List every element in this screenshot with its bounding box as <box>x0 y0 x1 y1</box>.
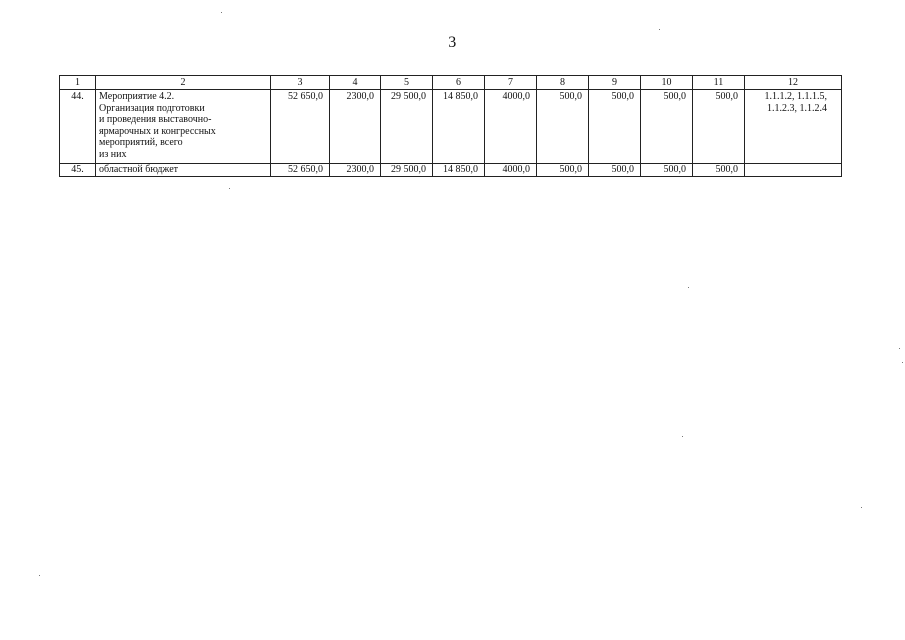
description-line: ярмарочных и конгрессных <box>99 125 216 137</box>
column-header: 1 <box>60 76 96 90</box>
table-header-row <box>60 76 842 90</box>
value-cell: 52 650,0 <box>271 164 330 177</box>
description-line: мероприятий, всего <box>99 137 183 148</box>
column-header: 4 <box>330 76 381 90</box>
value-cell: 52 650,0 <box>271 90 330 164</box>
scan-speck <box>221 12 222 13</box>
column-header: 5 <box>381 76 433 90</box>
description-line: Мероприятие 4.2. <box>99 91 175 102</box>
column-header: 12 <box>745 76 842 90</box>
scan-speck <box>229 188 230 189</box>
scan-speck <box>688 287 689 288</box>
page-number: 3 <box>448 34 457 51</box>
column-header: 7 <box>485 76 537 90</box>
reference-line: 1.1.1.2, 1.1.1.5, <box>764 91 827 102</box>
value-cell: 29 500,0 <box>381 90 433 164</box>
reference-line: 1.1.2.3, 1.1.2.4 <box>767 102 827 114</box>
value-cell: 500,0 <box>641 90 693 164</box>
value-cell: 4000,0 <box>485 164 537 177</box>
description-line: областной бюджет <box>99 164 179 175</box>
column-header: 2 <box>96 76 271 90</box>
value-cell: 500,0 <box>693 164 745 177</box>
row-number: 44. <box>60 90 96 164</box>
value-cell: 29 500,0 <box>381 164 433 177</box>
budget-table <box>59 75 842 177</box>
reference-cell <box>745 164 842 177</box>
value-cell: 500,0 <box>641 164 693 177</box>
description-line: из них <box>99 148 127 160</box>
scan-speck <box>861 507 862 508</box>
value-cell: 2300,0 <box>330 90 381 164</box>
column-header: 8 <box>537 76 589 90</box>
value-cell: 14 850,0 <box>433 164 485 177</box>
row-description <box>96 164 271 177</box>
table-row <box>60 164 842 177</box>
column-header: 10 <box>641 76 693 90</box>
value-cell: 500,0 <box>537 90 589 164</box>
value-cell: 4000,0 <box>485 90 537 164</box>
reference-cell <box>745 90 842 164</box>
column-header: 11 <box>693 76 745 90</box>
row-description <box>96 90 271 164</box>
scan-speck <box>39 575 40 576</box>
column-header: 6 <box>433 76 485 90</box>
table-row <box>60 90 842 164</box>
value-cell: 2300,0 <box>330 164 381 177</box>
value-cell: 500,0 <box>537 164 589 177</box>
description-line: и проведения выставочно- <box>99 114 212 125</box>
column-header: 9 <box>589 76 641 90</box>
scan-speck <box>682 436 683 437</box>
value-cell: 14 850,0 <box>433 90 485 164</box>
value-cell: 500,0 <box>589 164 641 177</box>
scan-speck <box>899 348 900 349</box>
value-cell: 500,0 <box>589 90 641 164</box>
scan-speck <box>902 362 903 363</box>
description-line: Организация подготовки <box>99 102 205 114</box>
scan-speck <box>659 29 660 30</box>
column-header: 3 <box>271 76 330 90</box>
value-cell: 500,0 <box>693 90 745 164</box>
row-number: 45. <box>60 164 96 177</box>
